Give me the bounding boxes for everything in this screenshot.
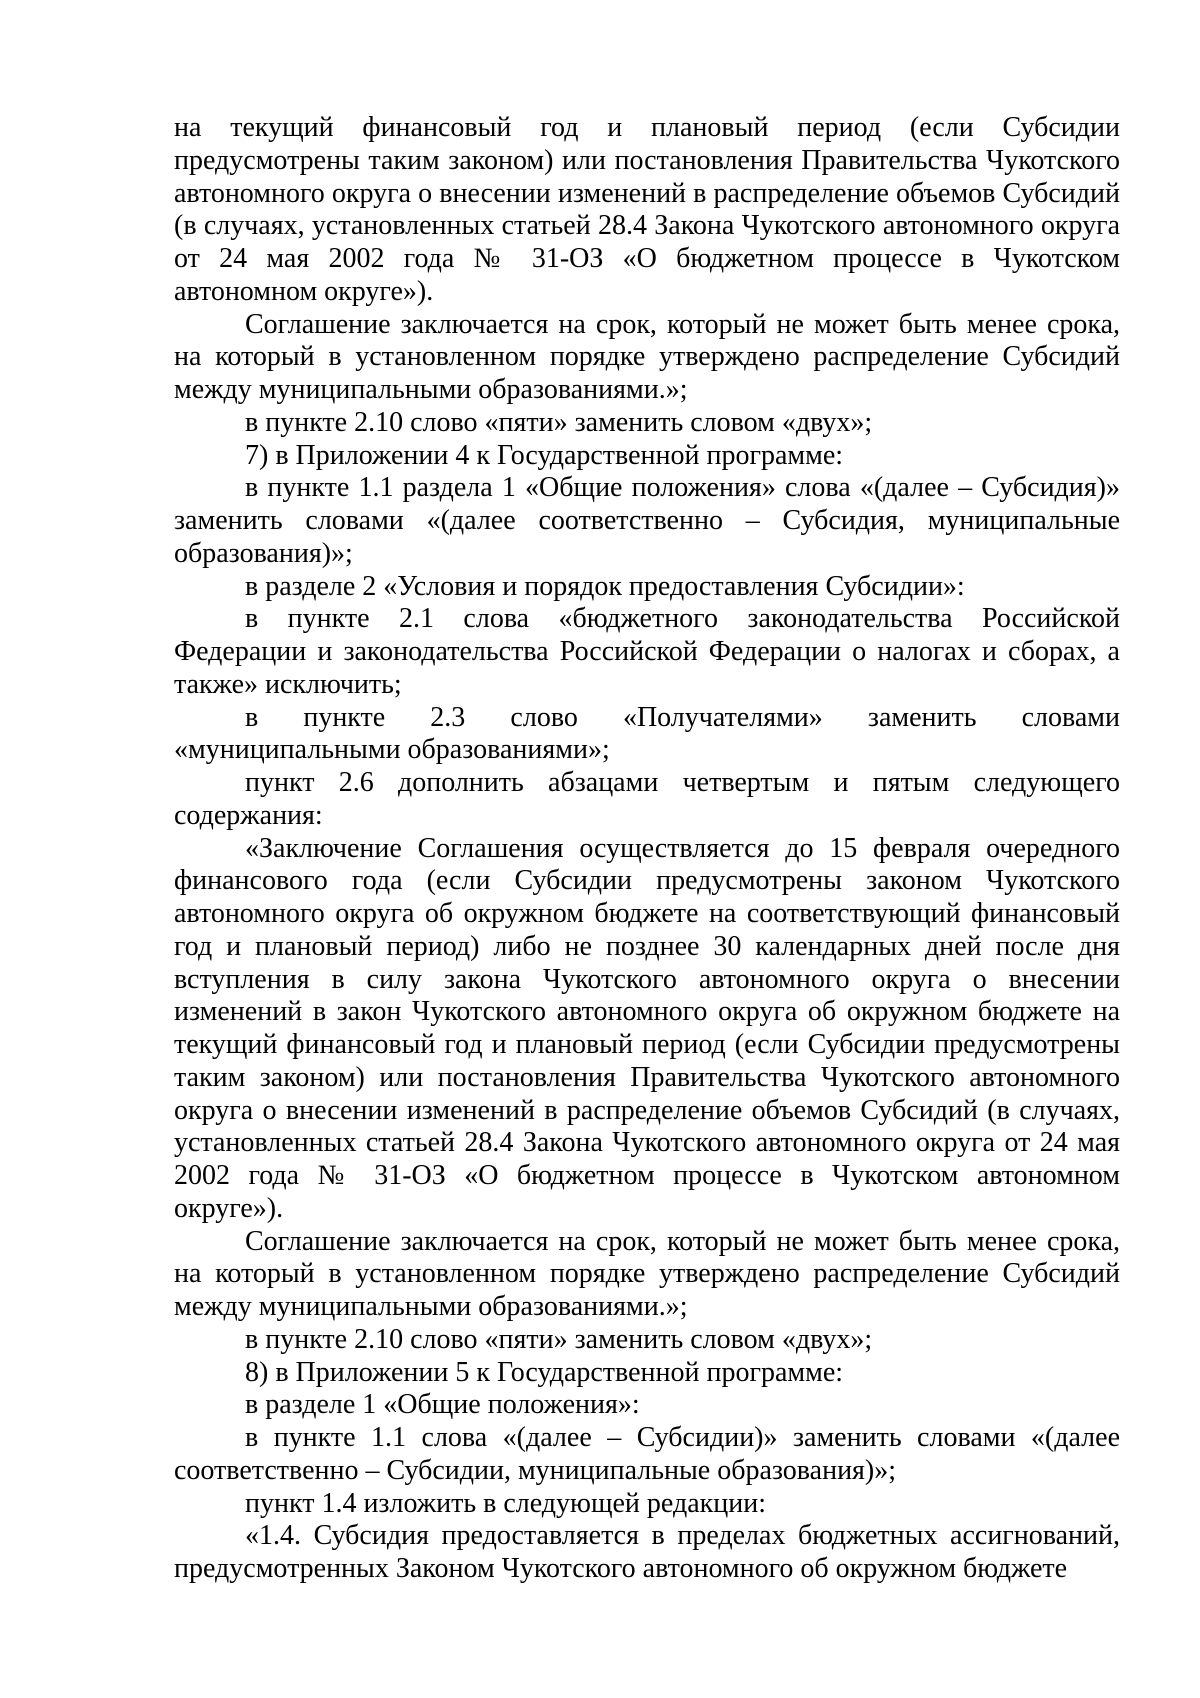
paragraph: в разделе 2 «Условия и порядок предоставления Субсидии»: [245, 570, 965, 602]
list-item-7: 7) в Приложении 4 к Государственной программе: [245, 439, 844, 471]
paragraph: в пункте 1.1 слова «(далее – Субсидии)» заменить словами «(далее соответственно – Субсидии, муниципальные образования)»; [174, 1422, 1120, 1486]
paragraph: в пункте 2.10 слово «пяти» заменить словом «двух»; [245, 1323, 873, 1355]
paragraph: пункт 1.4 изложить в следующей редакции: [245, 1487, 766, 1519]
paragraph: на текущий финансовый год и плановый период (если Субсидии предусмотрены таким законом) или постановления Правительства Чукотского автономного округа о внесении изменений в распределение объемов Субсидий (в случаях, установленных статьей 28.4 Закона Чукотского автономного округа от 24 мая 2002 года № 31-ОЗ «О бюджетном процессе в Чукотском автономном округе»). [174, 112, 1120, 307]
paragraph: в пункте 2.10 слово «пяти» заменить словом «двух»; [245, 406, 873, 438]
quoted-paragraph: «Заключение Соглашения осуществляется до 15 февраля очередного финансового года (если Субсидии предусмотрены законом Чукотского автономного округа об окружном бюджете на соответствующий финансовый год и плановый период) либо не позднее 30 календарных дней после дня вступления в силу закона Чукотского автономного округа о внесении изменений в закон Чукотского автономного округа об окружном бюджете на текущий финансовый год и плановый период (если Субсидии предусмотрены таким законом) или постановления Правительства Чукотского автономного округа о внесении изменений в распределение объемов Субсидий (в случаях, установленных статьей 28.4 Закона Чукотского автономного округа от 24 мая 2002 года № 31-ОЗ «О бюджетном процессе в Чукотском автономном округе»). [174, 832, 1120, 1224]
paragraph: в пункте 1.1 раздела 1 «Общие положения» слова «(далее – Субсидия)» заменить словами «(далее соответственно – Субсидия, муниципальные образования)»; [174, 472, 1120, 569]
list-item-8: 8) в Приложении 5 к Государственной программе: [245, 1356, 844, 1388]
paragraph: в пункте 2.3 слово «Получателями» заменить словами «муниципальными образованиями»; [174, 701, 1120, 766]
paragraph: в пункте 2.1 слова «бюджетного законодательства Российской Федерации и законодательства Российской Федерации о налогах и сборах, а также» исключить; [174, 603, 1120, 700]
paragraph: в разделе 1 «Общие положения»: [245, 1389, 640, 1421]
document-body [174, 112, 1120, 1586]
paragraph: Соглашение заключается на срок, который не может быть менее срока, на который в установленном порядке утверждено распределение Субсидий между муниципальными образованиями.»; [174, 1225, 1120, 1322]
paragraph: Соглашение заключается на срок, который не может быть менее срока, на который в установленном порядке утверждено распределение Субсидий между муниципальными образованиями.»; [174, 308, 1120, 405]
quoted-paragraph: «1.4. Субсидия предоставляется в пределах бюджетных ассигнований, предусмотренных Законом Чукотского автономного об окружном бюджете [174, 1520, 1120, 1584]
paragraph: пункт 2.6 дополнить абзацами четвертым и пятым следующего содержания: [174, 767, 1120, 831]
